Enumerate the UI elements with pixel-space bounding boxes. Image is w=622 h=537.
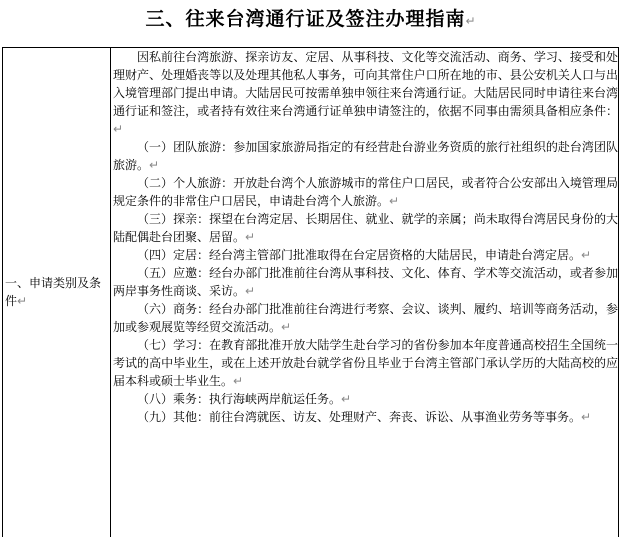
- category-item-text: （六）商务：经台办部门批准前往台湾进行考察、会议、谈判、履约、培训等商务活动，参加或参观展览等经贸交流活动。: [113, 302, 618, 334]
- content-cell: [113, 48, 618, 426]
- paragraph-mark-icon: ↵: [465, 14, 477, 28]
- category-item-settlement: [113, 246, 618, 264]
- category-item-invitation: [113, 264, 618, 300]
- category-item-text: （九）其他：前往台湾就医、访友、处理财产、奔丧、诉讼、从事渔业劳务等事务。: [137, 410, 582, 424]
- guide-table: [2, 47, 619, 537]
- paragraph-mark-icon: ↵: [245, 230, 256, 244]
- row-label-cell: [3, 48, 111, 537]
- category-item-individual-tour: [113, 174, 618, 210]
- paragraph-mark-icon: ↵: [581, 410, 592, 424]
- category-item-text: （二）个人旅游：开放赴台湾个人旅游城市的常住户口居民，或者符合公安部出入境管理局规定条件的非常住户口居民，申请赴台湾个人旅游。: [113, 176, 618, 208]
- category-item-text: （三）探亲：探望在台湾定居、长期居住、就业、就学的亲属；尚未取得台湾居民身份的大陆配偶赴台团聚、居留。: [113, 212, 618, 244]
- category-item-group-tour: [113, 138, 618, 174]
- category-item-text: （五）应邀：经台办部门批准前往台湾从事科技、文化、体育、学术等交流活动，或者参加两岸事务性商谈、采访。: [113, 266, 618, 298]
- category-item-other: [113, 408, 618, 426]
- intro-paragraph: [113, 48, 618, 138]
- intro-text: 因私前往台湾旅游、探亲访友、定居、从事科技、文化等交流活动、商务、学习、接受和处理财产、处理婚丧等以及处理其他私人事务，可向其常住户口所在地的市、县公安机关人口与出入境管理部门提出申请。大陆居民可按需单独申领往来台湾通行证。大陆居民同时申请往来台湾通行证和签注，或者持有效往来台湾通行证单独申请签注的，依据不同事由需须具备相应条件：: [113, 50, 618, 118]
- paragraph-mark-icon: ↵: [233, 374, 244, 388]
- document-title: [0, 6, 622, 34]
- document-title-text: 三、往来台湾通行证及签注办理指南: [145, 8, 466, 30]
- row-label-text: 一、申请类别及条件: [5, 276, 102, 308]
- category-item-study: [113, 336, 618, 390]
- paragraph-mark-icon: ↵: [281, 320, 292, 334]
- paragraph-mark-icon: ↵: [149, 158, 160, 172]
- paragraph-mark-icon: ↵: [389, 194, 400, 208]
- category-item-text: （七）学习：在教育部批准开放大陆学生赴台学习的省份参加本年度普通高校招生全国统一考试的高中毕业生，或在上述开放赴台就学省份且毕业于台湾主管部门承认学历的大陆高校的应届本科或硕士毕业生。: [113, 338, 618, 388]
- paragraph-mark-icon: ↵: [113, 122, 124, 136]
- paragraph-mark-icon: ↵: [17, 294, 28, 308]
- paragraph-mark-icon: ↵: [245, 284, 256, 298]
- category-item-business: [113, 300, 618, 336]
- category-item-text: （一）团队旅游：参加国家旅游局指定的有经营赴台游业务资质的旅行社组织的赴台湾团队旅游。: [113, 140, 618, 172]
- category-item-crew: [113, 390, 618, 408]
- row-label: [5, 274, 109, 310]
- paragraph-mark-icon: ↵: [341, 392, 352, 406]
- category-item-text: （八）乘务：执行海峡两岸航运任务。: [137, 392, 342, 406]
- category-item-family-visit: [113, 210, 618, 246]
- category-item-text: （四）定居：经台湾主管部门批准取得在台定居资格的大陆居民，申请赴台湾定居。: [137, 248, 582, 262]
- paragraph-mark-icon: ↵: [581, 248, 592, 262]
